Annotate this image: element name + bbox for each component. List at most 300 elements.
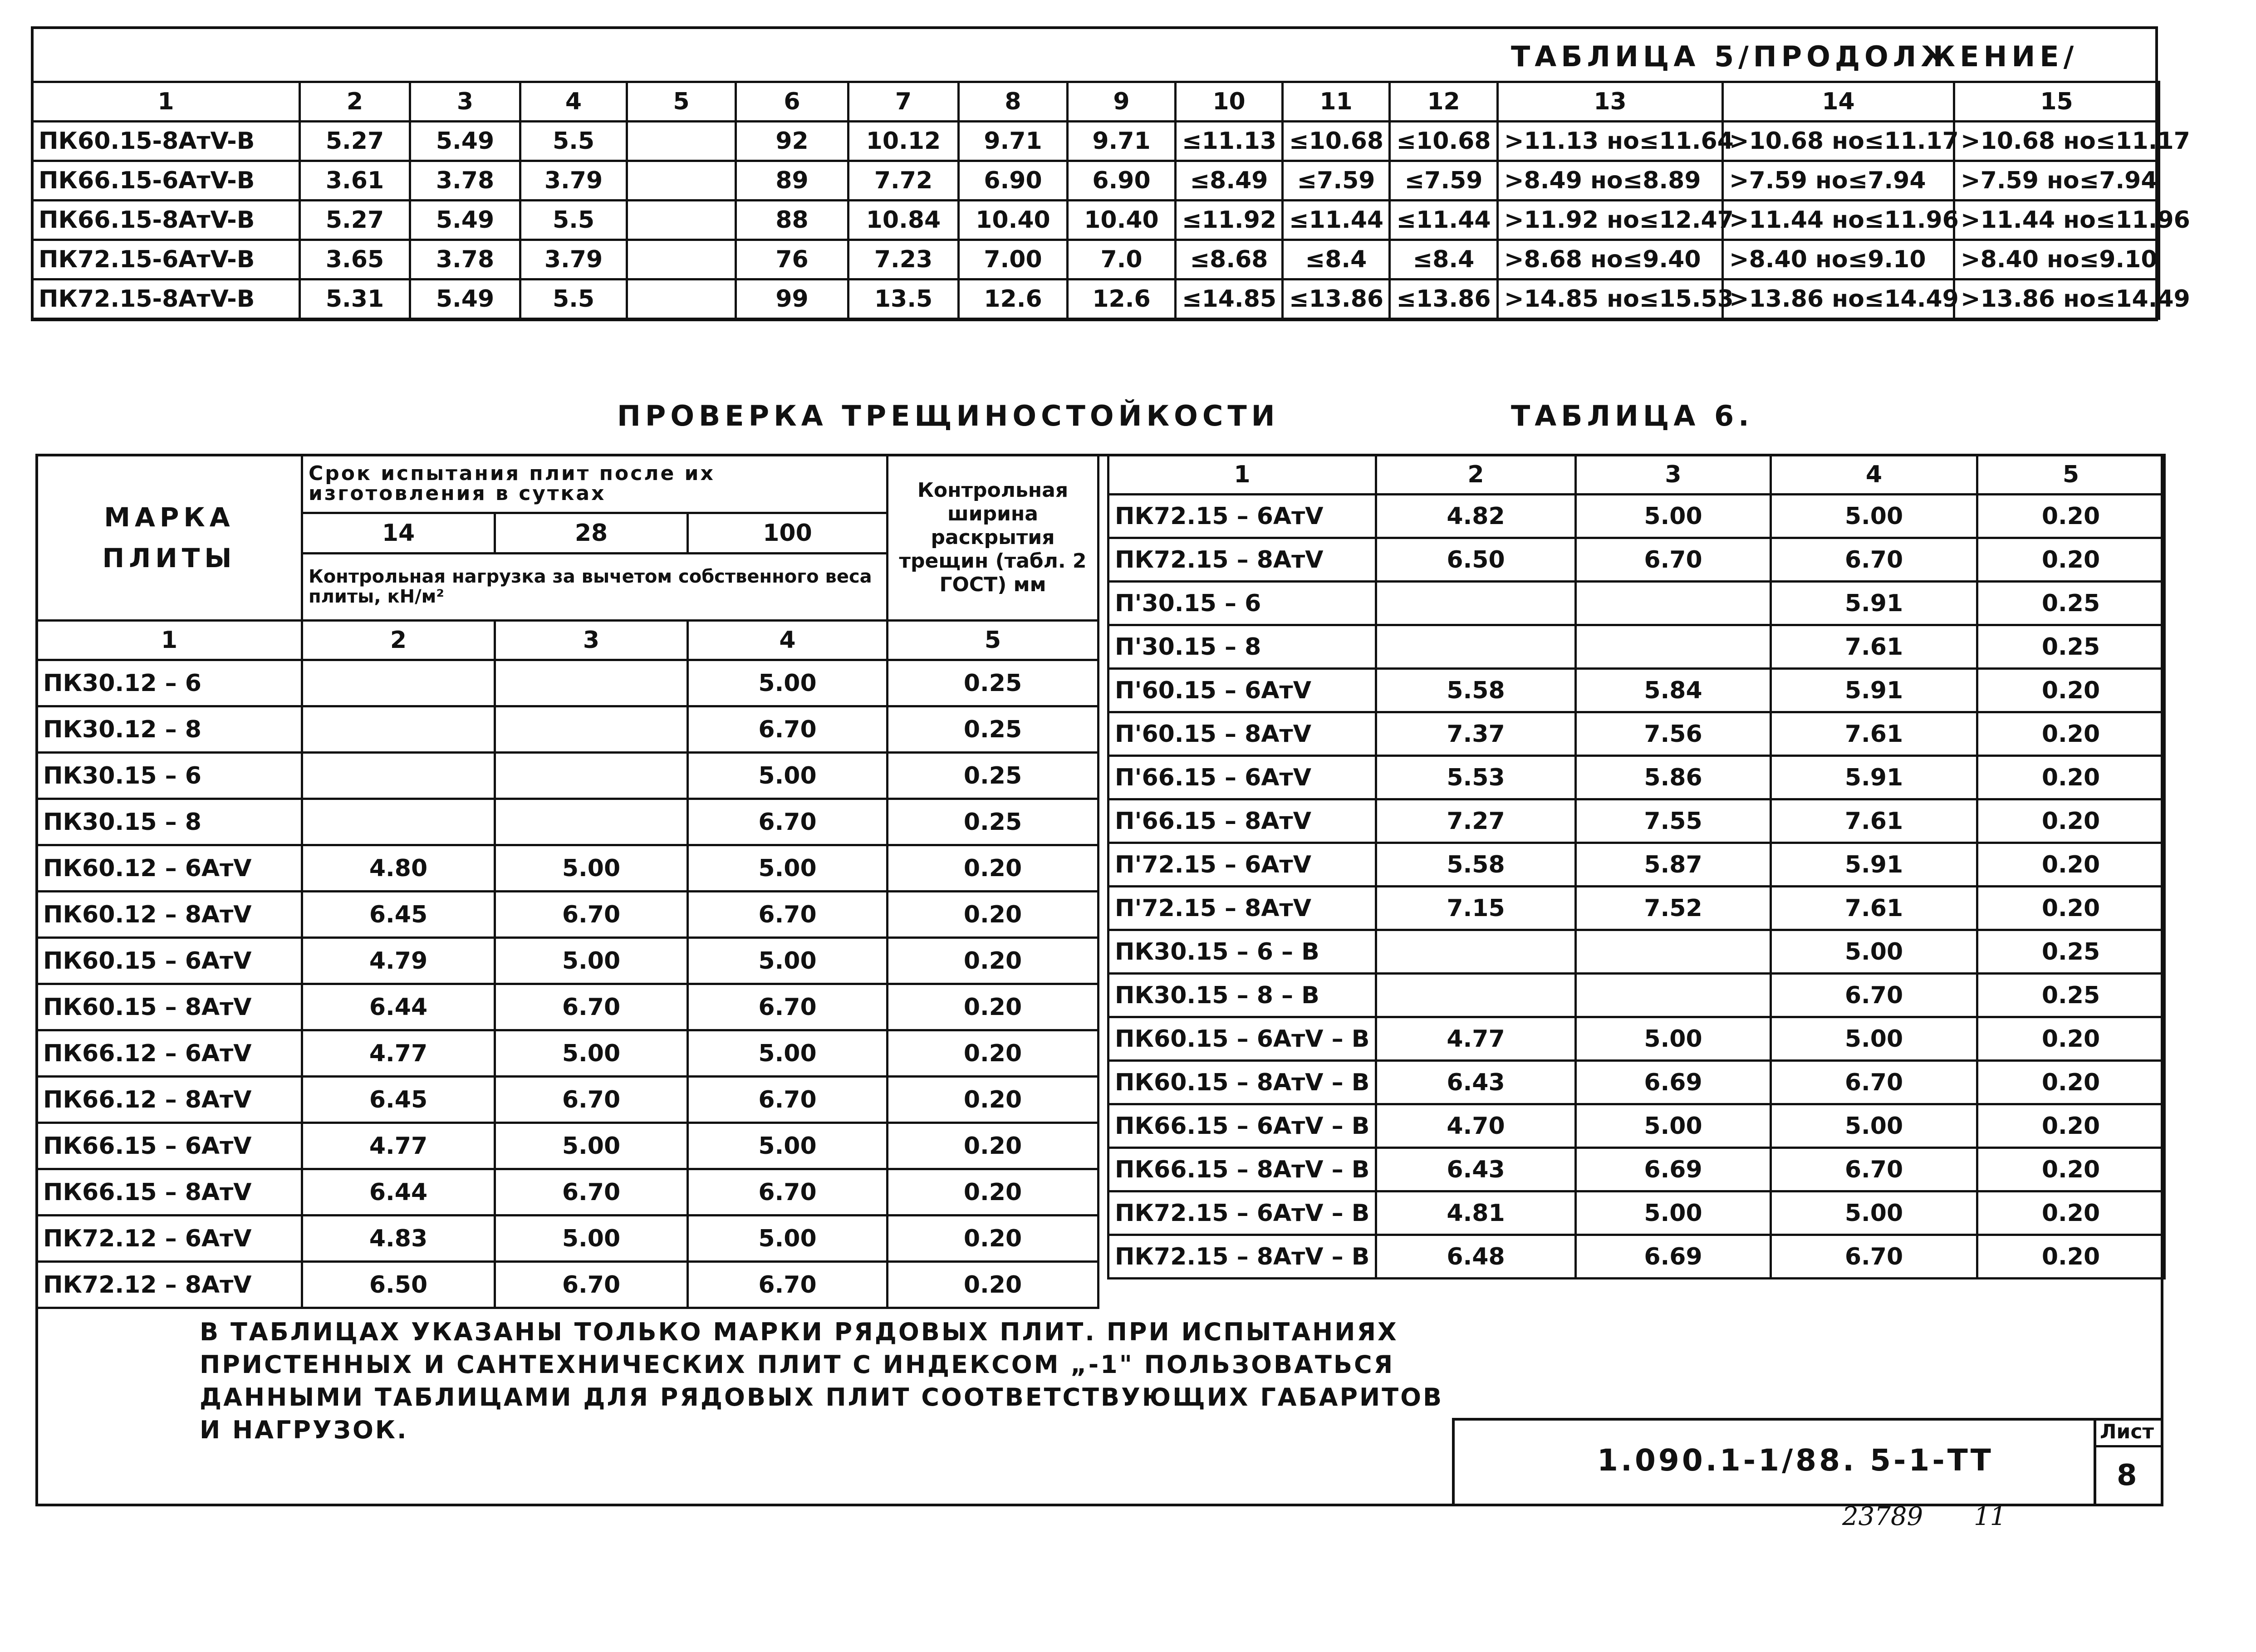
table-cell <box>1576 625 1771 669</box>
table-cell: 5.27 <box>300 201 410 240</box>
table-cell <box>1376 930 1576 974</box>
table-cell: 6.44 <box>302 1169 495 1216</box>
table-cell: 0.20 <box>1977 1191 2165 1235</box>
table-cell: 5.84 <box>1576 669 1771 712</box>
table-cell: ≤10.68 <box>1390 122 1498 161</box>
table-cell: 0.25 <box>1977 625 2165 669</box>
row-mark-cell: ПК72.15 – 6АтV <box>1108 495 1376 538</box>
row-mark-cell: ПК30.12 – 6 <box>37 660 302 706</box>
table-cell <box>302 753 495 799</box>
table-cell: >11.44 но≤11.96 <box>1723 201 1954 240</box>
table6-col-num: 4 <box>1771 455 1977 495</box>
table-cell: 5.00 <box>1576 1191 1771 1235</box>
left-table-col-num: 2 <box>302 621 495 660</box>
table-cell: 5.00 <box>1771 1191 1977 1235</box>
table-cell: 5.00 <box>1771 1104 1977 1148</box>
note-line: ПРИСТЕННЫХ И САНТЕХНИЧЕСКИХ ПЛИТ С ИНДЕКСОМ „-1" ПОЛЬЗОВАТЬСЯ <box>200 1350 1395 1379</box>
row-mark-cell: ПК66.15 – 6АтV <box>37 1123 302 1169</box>
table-row <box>37 1123 1099 1169</box>
left-table-day-header: 14 <box>302 513 495 553</box>
table5-col-header: 15 <box>1954 82 2159 122</box>
table5-col-header: 13 <box>1498 82 1723 122</box>
table-cell: 92 <box>736 122 848 161</box>
table-cell: 5.00 <box>688 845 888 892</box>
table-cell: 4.70 <box>1376 1104 1576 1148</box>
table-cell <box>1576 930 1771 974</box>
table-cell: 5.00 <box>495 1123 688 1169</box>
table-cell: 7.23 <box>848 240 959 279</box>
row-mark-cell: ПК66.15-8АтV-В <box>32 201 300 240</box>
table-row <box>1108 799 2165 843</box>
table-cell <box>1576 974 1771 1017</box>
table-cell <box>302 706 495 753</box>
table-cell: 7.61 <box>1771 799 1977 843</box>
table-cell: 0.25 <box>1977 930 2165 974</box>
row-mark-cell: ПК72.15 – 8АтV – В <box>1108 1235 1376 1279</box>
table5-caption: ТАБЛИЦА 5/ПРОДОЛЖЕНИЕ/ <box>1511 40 2079 73</box>
table-cell: 0.20 <box>888 892 1099 938</box>
row-mark-cell: П'72.15 – 6АтV <box>1108 843 1376 887</box>
table5-col-header: 5 <box>627 82 736 122</box>
table-cell: 6.70 <box>495 1077 688 1123</box>
table5-col-header: 6 <box>736 82 848 122</box>
table-cell: 4.77 <box>1376 1017 1576 1061</box>
table-cell: 7.61 <box>1771 887 1977 930</box>
row-mark-cell: ПК30.12 – 8 <box>37 706 302 753</box>
table5-col-header: 3 <box>410 82 520 122</box>
row-mark-cell: ПК60.15 – 8АтV – В <box>1108 1061 1376 1104</box>
table-cell <box>1376 625 1576 669</box>
note-line: И НАГРУЗОК. <box>200 1416 408 1444</box>
table-cell: 5.91 <box>1771 582 1977 625</box>
table-cell: 6.70 <box>688 1262 888 1308</box>
table-cell: 7.00 <box>959 240 1068 279</box>
table-row <box>1108 1104 2165 1148</box>
row-mark-cell: П'66.15 – 8АтV <box>1108 799 1376 843</box>
table-cell: 0.20 <box>888 1123 1099 1169</box>
table-cell: ≤7.59 <box>1390 161 1498 201</box>
table-cell: 0.25 <box>888 706 1099 753</box>
table-cell <box>302 660 495 706</box>
crack-check-title: ПРОВЕРКА ТРЕЩИНОСТОЙКОСТИ <box>617 399 1280 432</box>
left-table <box>35 454 1099 1309</box>
table-cell: 5.5 <box>520 122 627 161</box>
table-row <box>32 279 2159 319</box>
table-cell: 0.20 <box>1977 1017 2165 1061</box>
table-cell: 6.70 <box>688 1169 888 1216</box>
table6-col-num: 3 <box>1576 455 1771 495</box>
table-cell: ≤13.86 <box>1283 279 1390 319</box>
table-row <box>1108 843 2165 887</box>
table-cell <box>1376 582 1576 625</box>
table-cell: 5.5 <box>520 201 627 240</box>
table5-col-header: 8 <box>959 82 1068 122</box>
table-row <box>1108 1148 2165 1191</box>
table-cell: 0.20 <box>888 845 1099 892</box>
row-mark-cell: П'72.15 – 8АтV <box>1108 887 1376 930</box>
table-cell: 10.84 <box>848 201 959 240</box>
table-cell: 0.20 <box>1977 1061 2165 1104</box>
table-cell: 5.91 <box>1771 843 1977 887</box>
table-row <box>1108 582 2165 625</box>
row-mark-cell: П'60.15 – 6АтV <box>1108 669 1376 712</box>
table-row <box>32 122 2159 161</box>
table-cell: 6.70 <box>1576 538 1771 582</box>
table-cell: >8.68 но≤9.40 <box>1498 240 1723 279</box>
table-cell: 5.00 <box>1576 495 1771 538</box>
left-table-mark-header: МАРКА ПЛИТЫ <box>37 455 302 621</box>
table-cell: ≤7.59 <box>1283 161 1390 201</box>
table-cell: 6.70 <box>495 1169 688 1216</box>
table5-header-row <box>32 82 2159 122</box>
table-cell: 6.69 <box>1576 1148 1771 1191</box>
table-cell: 5.00 <box>495 938 688 984</box>
row-mark-cell: ПК66.15 – 6АтV – В <box>1108 1104 1376 1148</box>
row-mark-cell: ПК72.12 – 6АтV <box>37 1216 302 1262</box>
table6-col-num: 1 <box>1108 455 1376 495</box>
table-cell: 6.44 <box>302 984 495 1030</box>
table-cell: ≤8.68 <box>1176 240 1283 279</box>
table-cell: 5.00 <box>688 1030 888 1077</box>
table-cell <box>1576 582 1771 625</box>
table-cell: 0.25 <box>1977 582 2165 625</box>
table-cell: ≤10.68 <box>1283 122 1390 161</box>
table-cell: 0.20 <box>888 1262 1099 1308</box>
table-cell: 6.45 <box>302 892 495 938</box>
table-cell: ≤11.92 <box>1176 201 1283 240</box>
table-cell: 0.20 <box>1977 495 2165 538</box>
table-cell: 0.20 <box>1977 1148 2165 1191</box>
row-mark-cell: П'66.15 – 6АтV <box>1108 756 1376 799</box>
table-cell: 6.43 <box>1376 1061 1576 1104</box>
table-cell: 4.83 <box>302 1216 495 1262</box>
table-cell: 5.00 <box>495 1030 688 1077</box>
note-line: В ТАБЛИЦАХ УКАЗАНЫ ТОЛЬКО МАРКИ РЯДОВЫХ ПЛИТ. ПРИ ИСПЫТАНИЯХ <box>200 1318 1398 1346</box>
table-cell: 6.90 <box>1068 161 1176 201</box>
table-cell: 6.70 <box>688 706 888 753</box>
table-row <box>1108 625 2165 669</box>
table-row <box>1108 1061 2165 1104</box>
table-cell: 0.25 <box>888 660 1099 706</box>
table-cell <box>495 753 688 799</box>
table-cell: 6.70 <box>688 984 888 1030</box>
table-cell: 6.70 <box>1771 974 1977 1017</box>
table-row <box>37 1169 1099 1216</box>
left-table-col-num: 5 <box>888 621 1099 660</box>
row-mark-cell: ПК66.15 – 8АтV <box>37 1169 302 1216</box>
table-cell: 13.5 <box>848 279 959 319</box>
table-cell: 0.20 <box>1977 712 2165 756</box>
left-table-col-num: 3 <box>495 621 688 660</box>
table5-col-header: 7 <box>848 82 959 122</box>
row-mark-cell: ПК30.15 – 6 – В <box>1108 930 1376 974</box>
table-cell: 3.79 <box>520 240 627 279</box>
table-cell: 0.20 <box>888 1169 1099 1216</box>
table-cell: 0.25 <box>888 799 1099 845</box>
table-cell: 4.82 <box>1376 495 1576 538</box>
table-cell <box>627 161 736 201</box>
table-cell: 4.80 <box>302 845 495 892</box>
table-cell: >11.92 но≤12.47 <box>1498 201 1723 240</box>
table-cell: 5.00 <box>1771 1017 1977 1061</box>
row-mark-cell: ПК60.12 – 8АтV <box>37 892 302 938</box>
table-cell: 5.53 <box>1376 756 1576 799</box>
table-cell: >8.40 но≤9.10 <box>1723 240 1954 279</box>
row-mark-cell: ПК30.15 – 8 – В <box>1108 974 1376 1017</box>
table-cell: 12.6 <box>959 279 1068 319</box>
table-cell: 0.20 <box>888 1077 1099 1123</box>
table-cell: >7.59 но≤7.94 <box>1723 161 1954 201</box>
left-table-body <box>37 660 1099 1308</box>
table-cell: 76 <box>736 240 848 279</box>
table-row <box>37 1262 1099 1308</box>
table-cell: 6.69 <box>1576 1235 1771 1279</box>
table6-col-num: 5 <box>1977 455 2165 495</box>
note-line: ДАННЫМИ ТАБЛИЦАМИ ДЛЯ РЯДОВЫХ ПЛИТ СООТВЕТСТВУЮЩИХ ГАБАРИТОВ <box>200 1383 1444 1412</box>
table-cell: 7.15 <box>1376 887 1576 930</box>
table-cell: 0.20 <box>888 1216 1099 1262</box>
table6-num-row <box>1108 455 2165 495</box>
table-cell: >10.68 но≤11.17 <box>1723 122 1954 161</box>
table5-col-header: 12 <box>1390 82 1498 122</box>
table-cell: 5.00 <box>688 753 888 799</box>
table-cell: 5.31 <box>300 279 410 319</box>
table-row <box>37 1216 1099 1262</box>
table-row <box>1108 1235 2165 1279</box>
row-mark-cell: ПК60.15 – 6АтV – В <box>1108 1017 1376 1061</box>
table-row <box>37 799 1099 845</box>
table-cell <box>495 706 688 753</box>
table-cell: 0.20 <box>1977 799 2165 843</box>
table-cell: 6.69 <box>1576 1061 1771 1104</box>
table-cell: 7.61 <box>1771 712 1977 756</box>
table-cell: ≤13.86 <box>1390 279 1498 319</box>
table-cell: 3.79 <box>520 161 627 201</box>
table-cell: >10.68 но≤11.17 <box>1954 122 2159 161</box>
table5-col-header: 10 <box>1176 82 1283 122</box>
row-mark-cell: ПК66.15-6АтV-В <box>32 161 300 201</box>
table-cell: 5.58 <box>1376 669 1576 712</box>
row-mark-cell: П'30.15 – 6 <box>1108 582 1376 625</box>
table-cell: 0.20 <box>1977 669 2165 712</box>
row-mark-cell: ПК60.15 – 8АтV <box>37 984 302 1030</box>
table-row <box>1108 1191 2165 1235</box>
table-cell: 5.49 <box>410 201 520 240</box>
table-cell: 10.12 <box>848 122 959 161</box>
sheet-number: 8 <box>2117 1459 2137 1492</box>
table-cell: >14.85 но≤15.53 <box>1498 279 1723 319</box>
table-cell: 6.70 <box>495 984 688 1030</box>
table-cell: 5.86 <box>1576 756 1771 799</box>
table-cell: 9.71 <box>959 122 1068 161</box>
table-cell: 6.70 <box>1771 1148 1977 1191</box>
table-cell: 6.70 <box>495 1262 688 1308</box>
table-cell: 6.70 <box>688 799 888 845</box>
table5 <box>31 81 2190 320</box>
table-row <box>1108 669 2165 712</box>
table-cell: 5.00 <box>688 1123 888 1169</box>
table-row <box>1108 712 2165 756</box>
left-table-col-num: 1 <box>37 621 302 660</box>
table-cell: 5.00 <box>1771 495 1977 538</box>
table-row <box>37 1077 1099 1123</box>
row-mark-cell: ПК66.12 – 8АтV <box>37 1077 302 1123</box>
row-mark-cell: ПК66.15 – 8АтV – В <box>1108 1148 1376 1191</box>
table-cell: 6.90 <box>959 161 1068 201</box>
stamp-code: 1.090.1-1/88. 5-1-ТТ <box>1597 1443 1994 1478</box>
table-cell <box>627 122 736 161</box>
table-cell: 9.71 <box>1068 122 1176 161</box>
table-cell: 3.78 <box>410 161 520 201</box>
table-cell: 7.37 <box>1376 712 1576 756</box>
table5-col-header: 1 <box>32 82 300 122</box>
table-cell: ≤8.49 <box>1176 161 1283 201</box>
table-cell: >13.86 но≤14.49 <box>1954 279 2159 319</box>
table-cell: 0.20 <box>1977 843 2165 887</box>
table-cell: 0.20 <box>1977 756 2165 799</box>
table-cell: >11.44 но≤11.96 <box>1954 201 2159 240</box>
table-cell <box>495 799 688 845</box>
table-row <box>37 1030 1099 1077</box>
row-mark-cell: ПК30.15 – 6 <box>37 753 302 799</box>
table-cell: 5.00 <box>495 845 688 892</box>
row-mark-cell: ПК72.15-6АтV-В <box>32 240 300 279</box>
table-cell: 0.25 <box>888 753 1099 799</box>
table-cell: ≤11.44 <box>1390 201 1498 240</box>
table-row <box>37 845 1099 892</box>
table-cell: 5.27 <box>300 122 410 161</box>
table-cell: 99 <box>736 279 848 319</box>
left-table-col-num: 4 <box>688 621 888 660</box>
table-cell: 3.65 <box>300 240 410 279</box>
row-mark-cell: ПК72.15 – 6АтV – В <box>1108 1191 1376 1235</box>
inventory-number: 23789 <box>1842 1502 1923 1531</box>
table-cell: ≤11.13 <box>1176 122 1283 161</box>
left-table-day-header: 28 <box>495 513 688 553</box>
table-cell: 6.70 <box>495 892 688 938</box>
table-cell: 5.00 <box>1771 930 1977 974</box>
table6 <box>1107 454 2166 1279</box>
table6-col-num: 2 <box>1376 455 1576 495</box>
table-cell: 6.50 <box>302 1262 495 1308</box>
table-row <box>1108 974 2165 1017</box>
table5-col-header: 14 <box>1723 82 1954 122</box>
row-mark-cell: ПК72.15 – 8АтV <box>1108 538 1376 582</box>
table-cell: 6.70 <box>1771 538 1977 582</box>
table5-col-header: 2 <box>300 82 410 122</box>
table-cell: 4.77 <box>302 1123 495 1169</box>
table-cell: 0.20 <box>1977 1104 2165 1148</box>
table-cell: 7.0 <box>1068 240 1176 279</box>
table-cell: 0.20 <box>1977 887 2165 930</box>
table-cell <box>627 240 736 279</box>
table-cell: >11.13 но≤11.64 <box>1498 122 1723 161</box>
table-cell <box>1376 974 1576 1017</box>
table-cell: 5.91 <box>1771 669 1977 712</box>
table-cell: 0.20 <box>1977 538 2165 582</box>
table-cell: 5.58 <box>1376 843 1576 887</box>
table-cell: 7.52 <box>1576 887 1771 930</box>
table-cell: 6.45 <box>302 1077 495 1123</box>
left-table-period-header: Срок испытания плит после их изготовления в сутках <box>302 455 888 513</box>
table-cell: 5.00 <box>1576 1104 1771 1148</box>
table-cell <box>302 799 495 845</box>
table-cell: 6.70 <box>1771 1061 1977 1104</box>
table-cell: 5.49 <box>410 122 520 161</box>
table-cell: 6.43 <box>1376 1148 1576 1191</box>
table-cell: 6.70 <box>688 892 888 938</box>
table-row <box>37 660 1099 706</box>
table-cell: 3.78 <box>410 240 520 279</box>
table-cell: 5.91 <box>1771 756 1977 799</box>
row-mark-cell: ПК30.15 – 8 <box>37 799 302 845</box>
row-mark-cell: П'30.15 – 8 <box>1108 625 1376 669</box>
table-cell: 5.00 <box>688 938 888 984</box>
table-row <box>1108 756 2165 799</box>
left-table-width-header: Контрольная ширина раскрытия трещин (табл. 2 ГОСТ) мм <box>888 455 1099 621</box>
left-table-day-header: 100 <box>688 513 888 553</box>
table-row <box>1108 495 2165 538</box>
table-row <box>37 984 1099 1030</box>
footer-extra-number: 11 <box>1974 1502 2006 1531</box>
table-cell: 7.56 <box>1576 712 1771 756</box>
row-mark-cell: ПК72.15-8АтV-В <box>32 279 300 319</box>
table-cell: 0.20 <box>888 984 1099 1030</box>
table-cell: ≤11.44 <box>1283 201 1390 240</box>
table-cell: 3.61 <box>300 161 410 201</box>
table-cell: 5.5 <box>520 279 627 319</box>
table-row <box>32 161 2159 201</box>
table-row <box>1108 538 2165 582</box>
table-cell: 0.20 <box>888 938 1099 984</box>
table-cell: >8.40 но≤9.10 <box>1954 240 2159 279</box>
table-cell: 4.79 <box>302 938 495 984</box>
table5-body <box>32 122 2190 319</box>
table-row <box>37 938 1099 984</box>
table-cell: 0.20 <box>888 1030 1099 1077</box>
left-table-num-row <box>37 621 1099 660</box>
table-row <box>1108 1017 2165 1061</box>
table5-col-header: 9 <box>1068 82 1176 122</box>
table6-caption: ТАБЛИЦА 6. <box>1511 399 1754 432</box>
table-cell: ≤8.4 <box>1390 240 1498 279</box>
table-row <box>37 892 1099 938</box>
table-cell: 0.25 <box>1977 974 2165 1017</box>
table-cell: 6.70 <box>688 1077 888 1123</box>
table-cell: 12.6 <box>1068 279 1176 319</box>
sheet-divider <box>2094 1445 2163 1447</box>
table-cell: 5.00 <box>688 660 888 706</box>
table-cell: 5.49 <box>410 279 520 319</box>
table-cell: 10.40 <box>959 201 1068 240</box>
row-mark-cell: ПК72.12 – 8АтV <box>37 1262 302 1308</box>
table-cell: 7.72 <box>848 161 959 201</box>
table-row <box>37 753 1099 799</box>
table-cell: 5.00 <box>688 1216 888 1262</box>
table-cell <box>627 279 736 319</box>
table-cell: 7.55 <box>1576 799 1771 843</box>
table-cell: 0.20 <box>1977 1235 2165 1279</box>
table-row <box>1108 930 2165 974</box>
table-row <box>1108 887 2165 930</box>
table-cell <box>627 201 736 240</box>
table5-col-header: 4 <box>520 82 627 122</box>
table-cell <box>495 660 688 706</box>
table-row <box>32 201 2159 240</box>
table-cell: >7.59 но≤7.94 <box>1954 161 2159 201</box>
table-cell: 5.87 <box>1576 843 1771 887</box>
left-table-load-header: Контрольная нагрузка за вычетом собственного веса плиты, кН/м² <box>302 553 888 620</box>
